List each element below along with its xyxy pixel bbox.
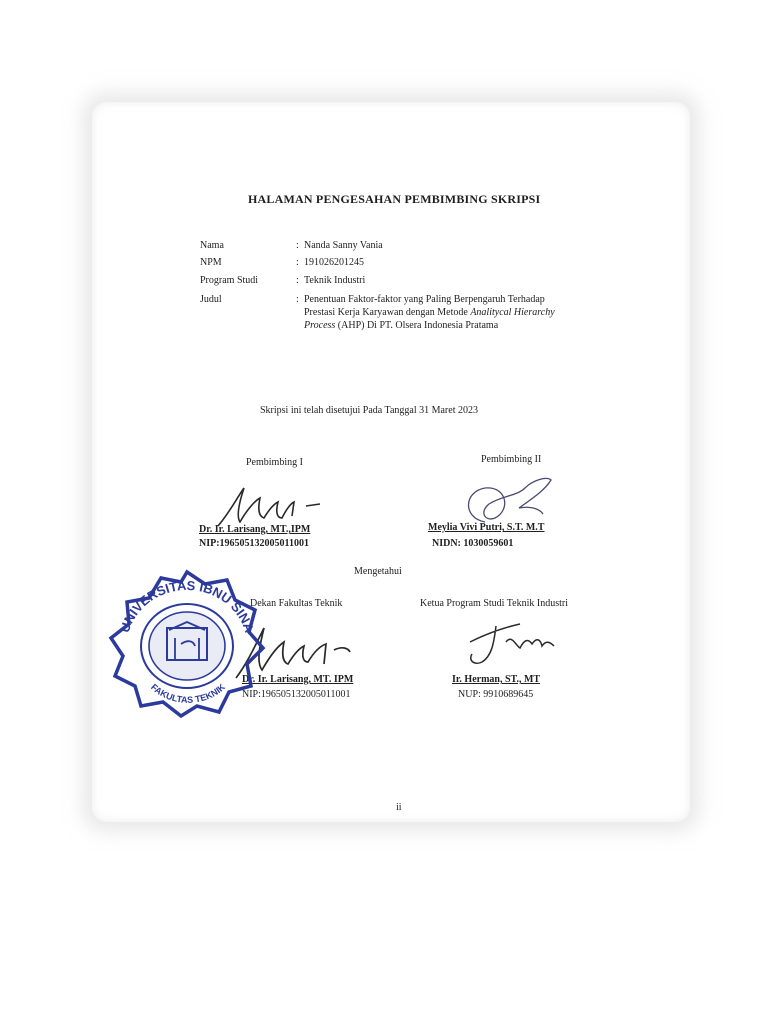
pembimbing1-id: NIP:196505132005011001 xyxy=(199,538,309,549)
colon-nama: : xyxy=(296,240,299,251)
judul-line-1: Penentuan Faktor-faktor yang Paling Berpengaruh Terhadap xyxy=(304,294,545,305)
label-npm: NPM xyxy=(200,257,222,268)
dekan-role: Dekan Fakultas Teknik xyxy=(250,598,343,609)
university-stamp xyxy=(97,568,277,718)
kaprodi-role: Ketua Program Studi Teknik Industri xyxy=(420,598,568,609)
approval-statement: Skripsi ini telah disetujui Pada Tanggal 31 Maret 2023 xyxy=(260,405,478,416)
label-nama: Nama xyxy=(200,240,224,251)
colon-npm: : xyxy=(296,257,299,268)
dekan-name: Dr. Ir. Larisang, MT. IPM xyxy=(242,674,354,685)
value-judul xyxy=(304,293,624,332)
mengetahui-label: Mengetahui xyxy=(354,566,402,577)
value-prodi: Teknik Industri xyxy=(304,275,366,286)
value-npm: 191026201245 xyxy=(304,257,364,268)
page-number: ii xyxy=(396,802,402,813)
pembimbing2-id: NIDN: 1030059601 xyxy=(432,538,514,549)
label-prodi: Program Studi xyxy=(200,275,259,286)
kaprodi-signature xyxy=(462,612,562,672)
kaprodi-name: Ir. Herman, ST., MT xyxy=(452,674,541,685)
pembimbing1-role: Pembimbing I xyxy=(246,457,303,468)
colon-prodi: : xyxy=(296,275,299,286)
dekan-id: NIP:196505132005011001 xyxy=(242,689,351,700)
judul-line-2: Prestasi Kerja Karyawan dengan Metode Analitycal Hierarchy xyxy=(304,307,555,318)
pembimbing1-name: Dr. Ir. Larisang, MT.,IPM xyxy=(199,524,311,535)
page-title: HALAMAN PENGESAHAN PEMBIMBING SKRIPSI xyxy=(248,192,541,206)
colon-judul: : xyxy=(296,294,299,305)
stamp-outer-text: UNIVERSITAS IBNU SINA xyxy=(116,577,258,635)
kaprodi-id: NUP: 9910689645 xyxy=(458,689,534,700)
judul-line-3: Process (AHP) Di PT. Olsera Indonesia Pratama xyxy=(304,320,499,331)
label-judul: Judul xyxy=(200,294,222,305)
pembimbing2-role: Pembimbing II xyxy=(481,454,542,465)
value-nama: Nanda Sanny Vania xyxy=(304,240,383,251)
pembimbing2-name: Meylia Vivi Putri, S.T. M.T xyxy=(428,522,545,533)
stamp-bottom-text: FAKULTAS TEKNIK xyxy=(149,681,228,705)
